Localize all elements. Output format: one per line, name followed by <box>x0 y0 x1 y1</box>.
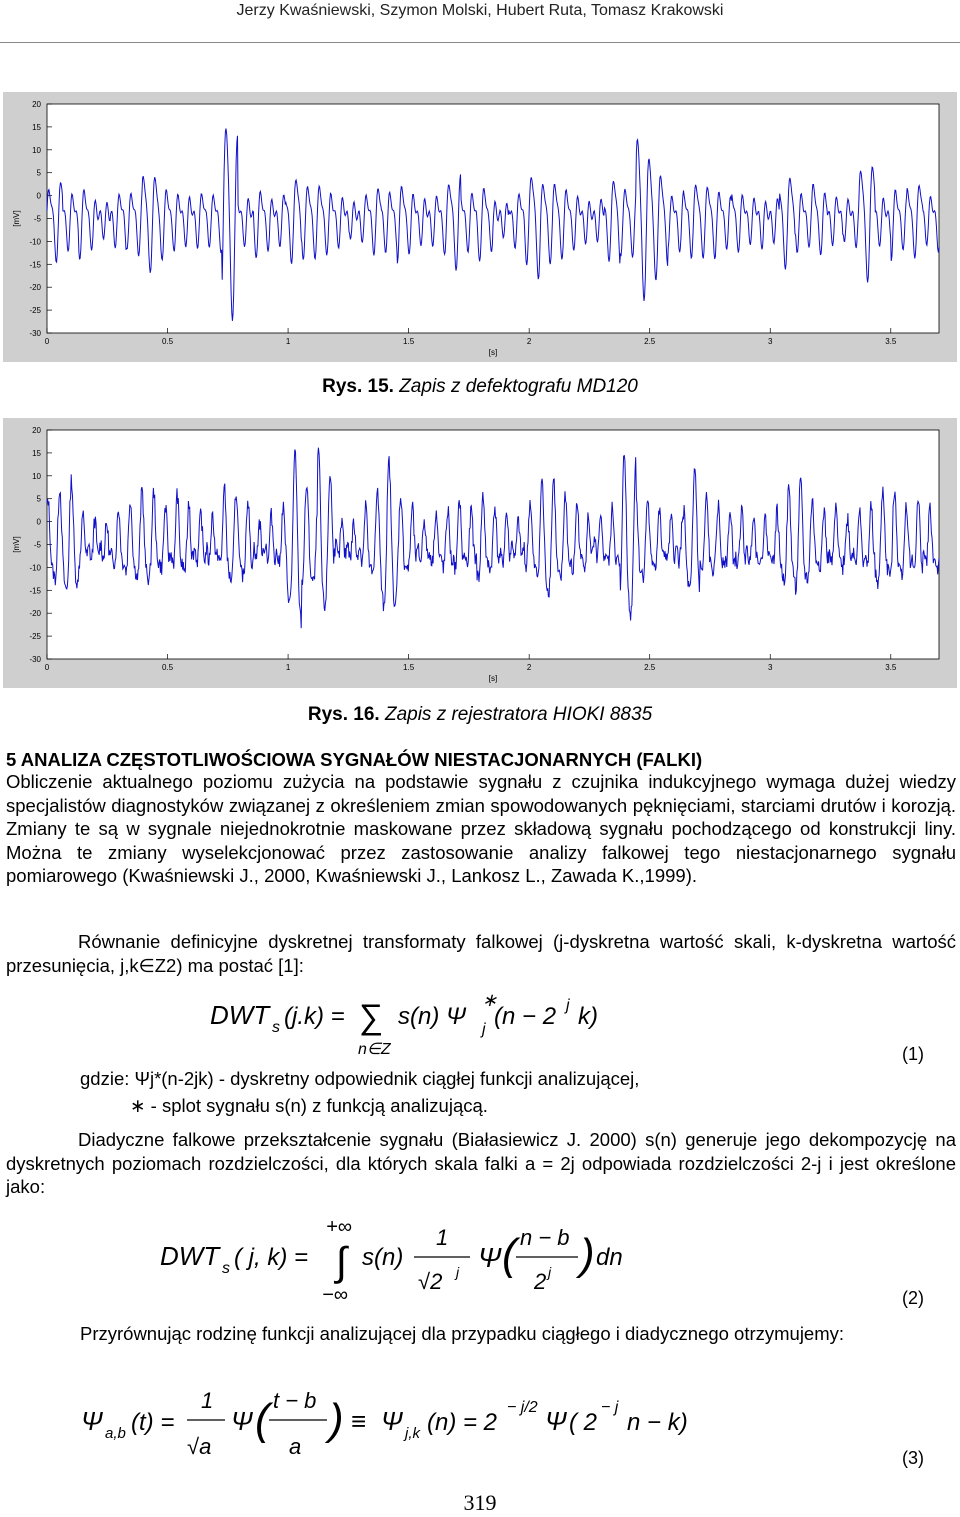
x-tick-label: 0.5 <box>161 337 174 346</box>
paragraph-1: Obliczenie aktualnego poziomu zużycia na podstawie sygnału z czujnika indukcyjnego wymaga dużej wiedzy specjalistów diagnostyków związanej z określeniem zmian spowodowanych pęknięciami, starciami drutów i korozją. Zmiany te są w sygnale niejednokrotnie maskowane przez składową sygnału pochodzącego od konstrukcji liny. Można te zmiany wyselekcjonować przez zastosowanie analizy falkowej tego niestacjonarnego sygnału pomiarowego (Kwaśniewski J., 2000, Kwaśniewski J., Lankosz L., Zawada K.,1999). <box>6 771 956 886</box>
y-tick-label: 20 <box>32 426 41 435</box>
eq3-nk: n − k) <box>627 1409 688 1436</box>
y-tick-label: 15 <box>32 448 41 458</box>
eq3-equiv: ≡ <box>351 1406 367 1436</box>
x-tick-label: 2 <box>526 663 532 672</box>
paragraph-4: Przyrównując rodzinę funkcji analizującej dla przypadku ciągłego i diadycznego otrzymujemy: <box>80 1323 845 1344</box>
eq1-sup-j: j <box>566 997 570 1014</box>
y-tick-label: 5 <box>36 494 41 504</box>
eq3-psi4: Ψ <box>545 1406 567 1436</box>
y-tick-label: -5 <box>33 540 41 550</box>
eq3-arg: ( 2 <box>569 1409 598 1436</box>
y-tick-label: -30 <box>29 329 41 338</box>
eq3-psi1: Ψ <box>81 1406 103 1436</box>
eq3-number: (3) <box>902 1448 924 1468</box>
x-tick-label: 0.5 <box>161 663 174 672</box>
x-tick-label: 1 <box>285 337 291 346</box>
y-tick-label: -25 <box>29 306 41 316</box>
y-axis-label: [mV] <box>12 210 21 227</box>
eq2-sqrt: √2 <box>418 1269 443 1294</box>
eq2-sn: s(n) <box>362 1244 404 1271</box>
y-tick-label: 10 <box>32 145 41 155</box>
equation-1 <box>200 992 660 1062</box>
eq3-exp2: − j <box>601 1399 619 1416</box>
y-tick-label: -20 <box>29 609 41 619</box>
x-tick-label: 3 <box>768 663 773 672</box>
eq1-sub-s: s <box>272 1019 280 1036</box>
equation-2 <box>150 1215 650 1310</box>
caption-15-text: Zapis z defektografu MD120 <box>393 376 638 397</box>
equation-3 <box>75 1380 735 1470</box>
eq3-psi3: Ψ <box>381 1406 403 1436</box>
eq2-upper: +∞ <box>326 1216 352 1238</box>
eq1-sub-j: j <box>482 1021 486 1038</box>
eq1-sn: s(n) Ψ <box>398 1003 466 1030</box>
eq3-tb: t − b <box>273 1388 317 1413</box>
x-tick-label: 1.5 <box>403 337 415 346</box>
y-tick-label: -5 <box>33 214 41 224</box>
caption-16 <box>0 704 960 726</box>
y-tick-label: -10 <box>29 563 41 573</box>
caption-16-text: Zapis z rejestratora HIOKI 8835 <box>379 704 653 725</box>
eq3-lparen: ( <box>255 1395 270 1444</box>
eq3-a: a <box>289 1434 302 1459</box>
eq1-arg2: (n − 2 <box>494 1003 557 1030</box>
x-tick-label: 0 <box>44 663 50 672</box>
y-tick-label: 15 <box>32 122 41 132</box>
eq1-args: (j.k) = <box>284 1003 345 1030</box>
page-number: 319 <box>463 1490 497 1515</box>
x-axis-label: [s] <box>488 348 498 357</box>
x-tick-label: 0 <box>44 337 50 346</box>
eq2-lparen: ( <box>502 1230 517 1279</box>
eq3-n: (n) = 2 <box>427 1409 498 1436</box>
header-rule <box>0 42 960 43</box>
caption-16-num: Rys. 16. <box>307 704 380 725</box>
x-tick-label: 2.5 <box>644 337 656 346</box>
eq2-one: 1 <box>436 1225 449 1250</box>
eq2-lower: −∞ <box>322 1284 348 1306</box>
eq2-sup-j: j <box>456 1264 460 1280</box>
x-tick-label: 1.5 <box>403 663 415 672</box>
x-tick-label: 3.5 <box>885 337 897 346</box>
eq3-t: (t) = <box>131 1409 175 1436</box>
y-axis-label: [mV] <box>12 536 21 553</box>
eq2-args: ( j, k) = <box>234 1244 309 1271</box>
eq3-sqrt-a: √a <box>187 1434 212 1459</box>
y-tick-label: -30 <box>29 655 41 664</box>
eq3-sub-jk: j,k <box>405 1425 420 1442</box>
figure-15 <box>3 92 957 362</box>
x-tick-label: 3.5 <box>885 663 897 672</box>
figure-16 <box>3 418 957 688</box>
running-header: Jerzy Kwaśniewski, Szymon Molski, Hubert Ruta, Tomasz Krakowski <box>236 2 724 19</box>
x-tick-label: 2 <box>526 337 532 346</box>
section-heading: 5 ANALIZA CZĘSTOTLIWOŚCIOWA SYGNAŁÓW NIESTACJONARNYCH (FALKI) <box>6 749 703 770</box>
eq2-dwt: DWT <box>160 1241 220 1271</box>
eq2-sub-s: s <box>222 1260 230 1277</box>
eq1-star: ∗ <box>482 992 498 1010</box>
eq3-one: 1 <box>201 1388 214 1413</box>
x-tick-label: 1 <box>285 663 291 672</box>
plot-area <box>47 430 939 659</box>
eq2-dn: dn <box>596 1244 623 1271</box>
where-line-2: ∗ - splot sygnału s(n) z funkcją analizującą. <box>130 1095 488 1116</box>
y-tick-label: 10 <box>32 471 41 481</box>
paragraph-3: Diadyczne falkowe przekształcenie sygnału (Białasiewicz J. 2000) s(n) generuje jego dekompozycję na dyskretnych poziomach rozdzielczości, dla których skala falki a = 2j odpowiada rozdzielczości 2-j i jest określone jako: <box>6 1129 956 1197</box>
eq3-exp: − j/2 <box>507 1399 538 1416</box>
eq1-k: k) <box>578 1003 598 1030</box>
eq2-number: (2) <box>902 1288 924 1308</box>
y-tick-label: -10 <box>29 237 41 247</box>
eq1-range: n∈Z <box>358 1041 391 1058</box>
y-tick-label: -20 <box>29 283 41 293</box>
eq2-psi: Ψ <box>478 1242 502 1273</box>
eq3-rparen: ) <box>329 1395 344 1444</box>
y-tick-label: 0 <box>36 517 41 527</box>
eq2-sup-j2: j <box>548 1264 552 1280</box>
y-tick-label: -15 <box>29 260 41 270</box>
where-line-1: gdzie: Ψj*(n-2jk) - dyskretny odpowiednik ciągłej funkcji analizującej, <box>80 1068 640 1089</box>
eq2-two: 2 <box>534 1269 547 1294</box>
caption-15 <box>0 376 960 398</box>
eq2-integral: ∫ <box>336 1240 347 1284</box>
y-tick-label: -25 <box>29 632 41 642</box>
eq2-nb: n − b <box>520 1225 570 1250</box>
x-tick-label: 3 <box>768 337 773 346</box>
eq1-dwt: DWT <box>210 1000 270 1030</box>
y-tick-label: 0 <box>36 191 41 201</box>
eq2-rparen: ) <box>580 1230 595 1279</box>
caption-15-num: Rys. 15. <box>322 376 394 397</box>
eq1-sum: ∑ <box>358 998 383 1036</box>
y-tick-label: -15 <box>29 586 41 596</box>
chart-16 <box>3 418 957 688</box>
eq3-psi2: Ψ <box>231 1406 253 1436</box>
paragraph-2: Równanie definicyjne dyskretnej transformaty falkowej (j-dyskretna wartość skali, k-dyskretna wartość przesunięcia, j,k∈Z2) ma postać [1]: <box>6 931 956 976</box>
y-tick-label: 5 <box>36 168 41 178</box>
chart-15 <box>3 92 957 362</box>
eq3-sub-ab: a,b <box>105 1425 126 1442</box>
x-axis-label: [s] <box>488 674 498 683</box>
x-tick-label: 2.5 <box>644 663 656 672</box>
y-tick-label: 20 <box>32 100 41 109</box>
eq1-number: (1) <box>902 1044 924 1064</box>
